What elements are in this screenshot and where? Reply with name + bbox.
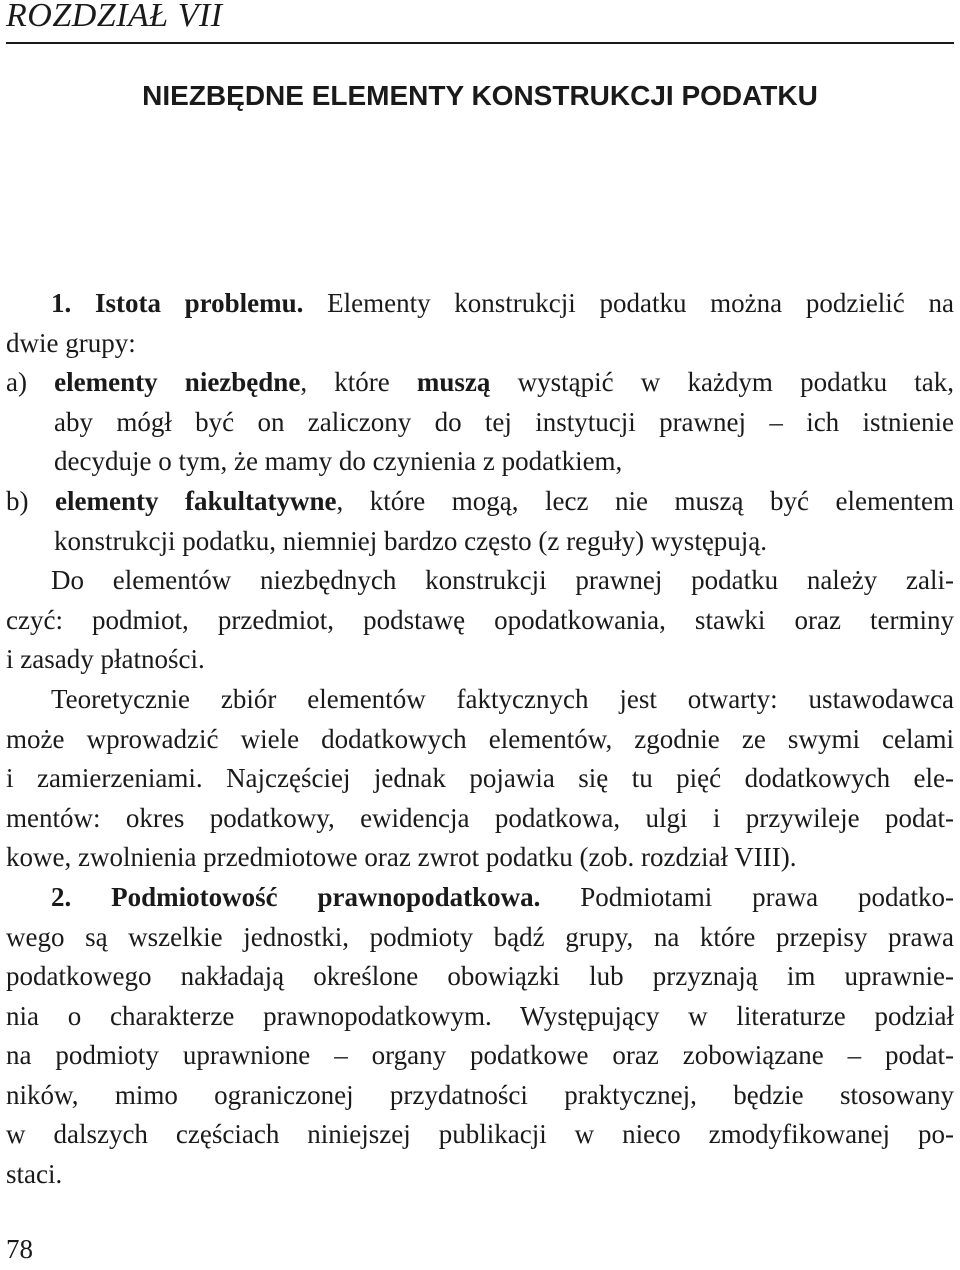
paragraph-line: mentów: okres podatkowy, ewidencja podatkowa, ulgi i przywileje podat-	[6, 802, 954, 833]
body-text	[6, 284, 954, 1195]
list-item-b: b) elementy fakultatywne, które mogą, lecz nie muszą być elementem	[6, 485, 954, 516]
paragraph-line: w dalszych częściach niniejszej publikacji w nieco zmodyfikowanej po-	[6, 1119, 954, 1150]
list-marker-b: b)	[6, 485, 29, 516]
paragraph-line: wego są wszelkie jednostki, podmioty bądź grupy, na które przepisy prawa	[6, 921, 954, 952]
paragraph-line: na podmioty uprawnione – organy podatkowe oraz zobowiązane – podat-	[6, 1040, 954, 1071]
paragraph-line: nia o charakterze prawnopodatkowym. Występujący w literaturze podział	[6, 1000, 954, 1031]
section2-heading: 2. Podmiotowość prawnopodatkowa.	[51, 881, 541, 912]
header-rule	[6, 42, 954, 44]
paragraph-line: staci.	[6, 1159, 63, 1190]
paragraph-line: i zamierzeniami. Najczęściej jednak pojawia się tu pięć dodatkowych ele-	[6, 763, 954, 794]
paragraph-line: i zasady płatności.	[6, 644, 205, 675]
paragraph-line: podatkowego nakładają określone obowiązki lub przyznają im uprawnie-	[6, 961, 954, 992]
list-marker-a: a)	[6, 367, 27, 398]
paragraph-line: może wprowadzić wiele dodatkowych elementów, zgodnie ze swymi celami	[6, 723, 954, 754]
list-item-a-line: decyduje o tym, że mamy do czynienia z podatkiem,	[54, 446, 623, 477]
chapter-title: NIEZBĘDNE ELEMENTY KONSTRUKCJI PODATKU	[142, 80, 818, 111]
section1-intro-line: 1. Istota problemu. Elementy konstrukcji podatku można podzielić na	[51, 288, 954, 318]
section1-intro-line: dwie grupy:	[6, 327, 136, 358]
list-item-a-line: aby mógł być on zaliczony do tej instytucji prawnej – ich istnienie	[54, 406, 954, 437]
paragraph-line: ników, mimo ograniczonej przydatności praktycznej, będzie stosowany	[6, 1079, 954, 1110]
paragraph-line: czyć: podmiot, przedmiot, podstawę opodatkowania, stawki oraz terminy	[6, 604, 954, 635]
chapter-label: ROZDZIAŁ VII	[6, 0, 223, 34]
paragraph-line: kowe, zwolnienia przedmiotowe oraz zwrot podatku (zob. rozdział VIII).	[6, 842, 797, 873]
page-number: 78	[6, 1234, 33, 1264]
list-item-a: a) elementy niezbędne, które muszą wystąpić w każdym podatku tak,	[6, 367, 955, 398]
paragraph-line: Teoretycznie zbiór elementów faktycznych jest otwarty: ustawodawca	[51, 683, 954, 714]
section1-heading: 1. Istota problemu.	[51, 288, 304, 318]
paragraph-line: Do elementów niezbędnych konstrukcji prawnej podatku należy zali-	[51, 565, 954, 596]
section2-first-line: 2. Podmiotowość prawnopodatkowa. Podmiotami prawa podatko-	[51, 881, 954, 912]
list-item-b-line: konstrukcji podatku, niemniej bardzo często (z reguły) występują.	[54, 525, 768, 556]
